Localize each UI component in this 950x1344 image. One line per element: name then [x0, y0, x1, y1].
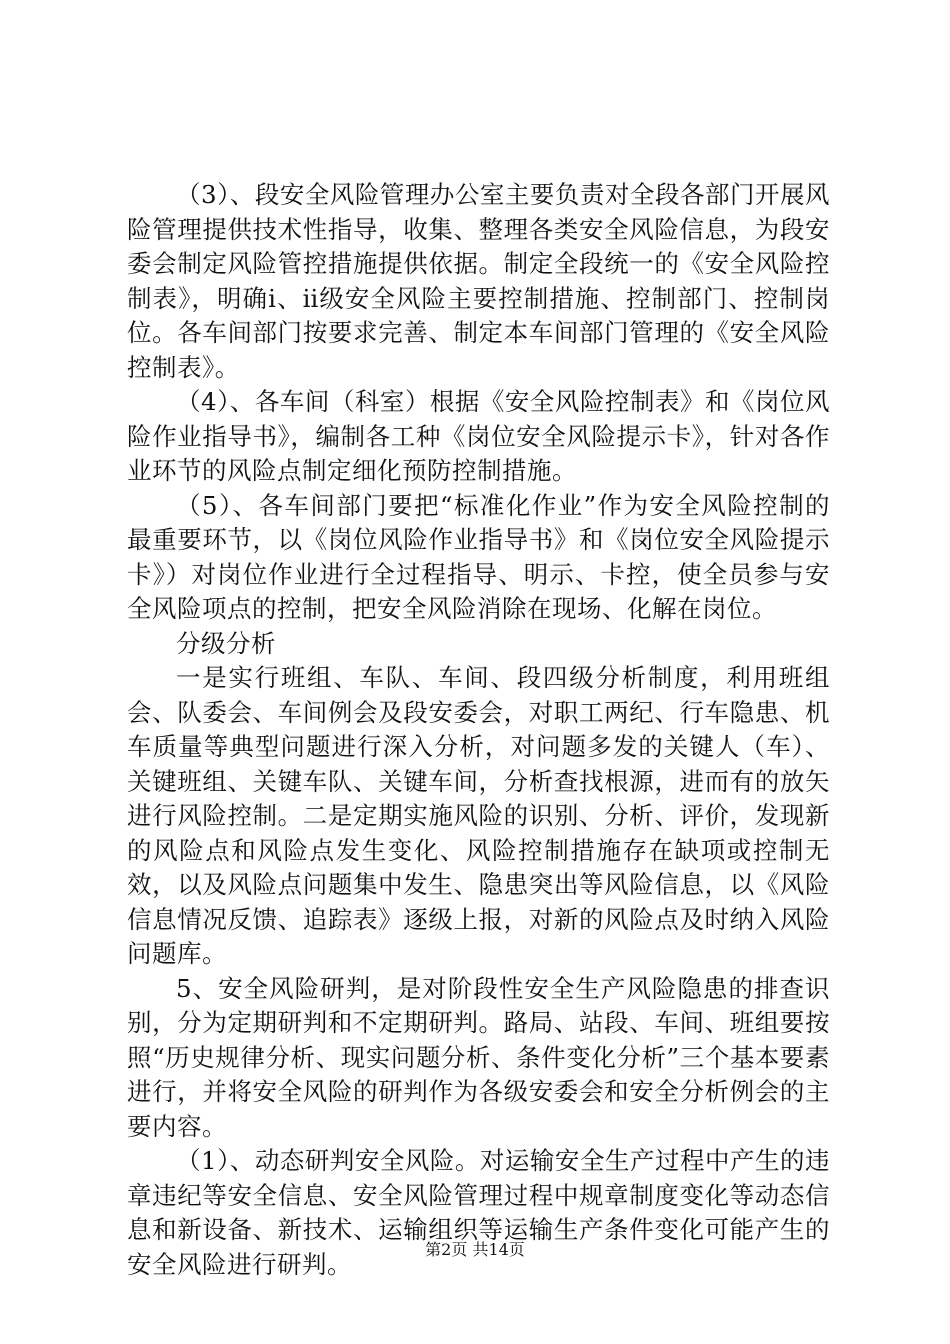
paragraph-3: （3）、段安全风险管理办公室主要负责对全段各部门开展风险管理提供技术性指导，收集、整理各类安全风险信息，为段安委会制定风险管控措施提供依据。制定全段统一的《安全风险控制表》，明确ⅰ、ⅱ级安全风险主要控制措施、控制部门、控制岗位。各车间部门按要求完善、制定本车间部门管理的《安全风险控制表》。	[127, 180, 830, 382]
section-heading: 分级分析	[176, 628, 276, 658]
page-number: 第2页 共14页	[425, 1240, 525, 1259]
paragraph-risk-assessment: 5、安全风险研判，是对阶段性安全生产风险隐患的排查识别，分为定期研判和不定期研判。路局、站段、车间、班组要按照“历史规律分析、现实问题分析、条件变化分析”三个基本要素进行，并将安全风险的研判作为各级安委会和安全分析例会的主要内容。	[127, 973, 830, 1141]
paragraph-5: （5）、各车间部门要把“标准化作业”作为安全风险控制的最重要环节，以《岗位风险作业指导书》和《岗位安全风险提示卡》）对岗位作业进行全过程指导、明示、卡控，使全员参与安全风险项点的控制，把安全风险消除在现场、化解在岗位。	[127, 490, 830, 623]
paragraph-4: （4）、各车间（科室）根据《安全风险控制表》和《岗位风险作业指导书》，编制各工种《岗位安全风险提示卡》，针对各作业环节的风险点制定细化预防控制措施。	[127, 387, 830, 485]
paragraph-dynamic-assessment: （1）、动态研判安全风险。对运输安全生产过程中产生的违章违纪等安全信息、安全风险管理过程中规章制度变化等动态信息和新设备、新技术、运输组织等运输生产条件变化可能产生的安全风险进行研判。	[127, 1146, 830, 1279]
document-body	[127, 178, 830, 1282]
paragraph-analysis: 一是实行班组、车队、车间、段四级分析制度，利用班组会、队委会、车间例会及段安委会，对职工两纪、行车隐患、机车质量等典型问题进行深入分析，对问题多发的关键人（车）、关键班组、关键车队、关键车间，分析查找根源，进而有的放矢进行风险控制。二是定期实施风险的识别、分析、评价，发现新的风险点和风险点发生变化、风险控制措施存在缺项或控制无效，以及风险点问题集中发生、隐患突出等风险信息，以《风险信息情况反馈、追踪表》逐级上报，对新的风险点及时纳入风险问题库。	[127, 663, 830, 968]
